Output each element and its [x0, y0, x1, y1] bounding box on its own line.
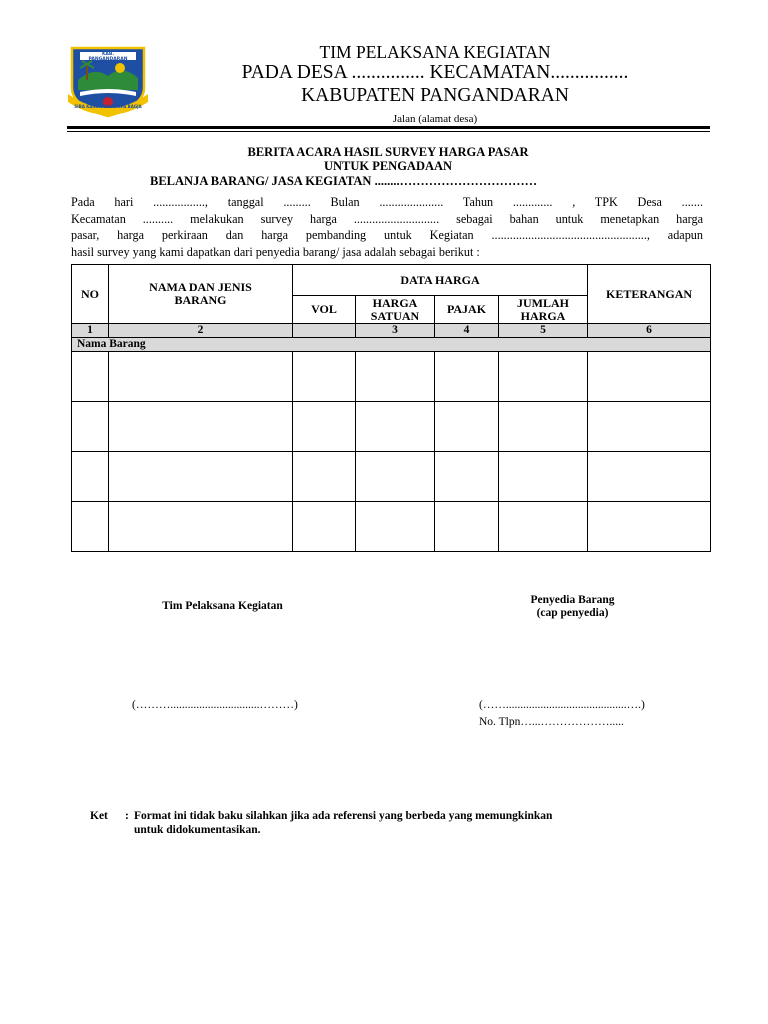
header-unit-price [356, 296, 435, 324]
header-line-2: PADA DESA ............... KECAMATAN................ [241, 62, 629, 83]
header-rule-thick [67, 126, 710, 129]
header-address: Jalan (alamat desa) [392, 113, 478, 125]
note-label: Ket [90, 810, 108, 822]
table-cell[interactable] [72, 352, 109, 402]
table-row [72, 402, 711, 452]
table-cell[interactable] [499, 452, 588, 502]
table-cell[interactable] [435, 502, 499, 552]
paragraph-line: hasil survey yang kami dapatkan dari penyedia barang/ jasa adalah sebagai berikut : [71, 244, 480, 259]
header-price-data: DATA HARGA [293, 265, 588, 296]
table-cell[interactable] [293, 402, 356, 452]
table-cell[interactable] [435, 452, 499, 502]
note-line-2: untuk didokumentasikan. [134, 824, 261, 836]
header-no: NO [72, 265, 109, 324]
signature-right-subtitle: (cap penyedia) [536, 607, 609, 619]
signature-left-line: (………...............................………) [132, 699, 298, 711]
table-cell[interactable] [109, 502, 293, 552]
header-tax: PAJAK [435, 296, 499, 324]
table-cell[interactable] [293, 502, 356, 552]
header-total-price-text: JUMLAH HARGA [517, 295, 570, 323]
signature-left-title: Tim Pelaksana Kegiatan [162, 600, 283, 612]
table-cell[interactable] [72, 452, 109, 502]
note-line-1: Format ini tidak baku silahkan jika ada referensi yang berbeda yang memungkinkan [134, 810, 553, 822]
section-label: Nama Barang [72, 338, 711, 352]
table-cell[interactable] [588, 352, 711, 402]
phone-number-field: No. Tlpn…...………………..... [479, 716, 624, 728]
column-number [293, 324, 356, 338]
header-line-3: KABUPATEN PANGANDARAN [301, 85, 569, 106]
table-cell[interactable] [588, 502, 711, 552]
logo-text-bottom: SIBA KANDA WANDAPA BAGJA [74, 104, 142, 109]
table-cell[interactable] [109, 352, 293, 402]
table-cell[interactable] [109, 402, 293, 452]
note-colon: : [125, 810, 129, 822]
header-notes: KETERANGAN [588, 265, 711, 324]
column-number-row [72, 324, 711, 338]
table-row [72, 352, 711, 402]
document-title-line-3: BELANJA BARANG/ JASA KEGIATAN ........…………………………… [150, 174, 538, 188]
header-rule-thin [67, 131, 710, 132]
table-cell[interactable] [499, 352, 588, 402]
table-cell[interactable] [435, 352, 499, 402]
table-cell[interactable] [588, 402, 711, 452]
document-title-line-1: BERITA ACARA HASIL SURVEY HARGA PASAR [247, 145, 529, 159]
table-cell[interactable] [293, 452, 356, 502]
table-cell[interactable] [356, 502, 435, 552]
table-cell[interactable] [356, 352, 435, 402]
header-vol: VOL [293, 296, 356, 324]
table-cell[interactable] [499, 502, 588, 552]
document-title-line-2: UNTUK PENGADAAN [323, 159, 453, 173]
table-cell[interactable] [72, 502, 109, 552]
header-line-1: TIM PELAKSANA KEGIATAN [319, 42, 551, 62]
column-number: 1 [72, 324, 109, 338]
regency-logo [66, 44, 150, 120]
paragraph-line: Pada hari ................., tanggal ......... Bulan ..................... Tahun ............. , TPK Desa ....... [71, 195, 703, 209]
signature-right-title: Penyedia Barang [530, 594, 615, 606]
table-cell[interactable] [435, 402, 499, 452]
header-item-name [109, 265, 293, 324]
table-cell[interactable] [499, 402, 588, 452]
section-row [72, 338, 711, 352]
signature-right-line: (……..........................................….) [479, 699, 645, 711]
column-number: 4 [435, 324, 499, 338]
column-number: 2 [109, 324, 293, 338]
intro-paragraph [71, 194, 703, 260]
table-cell[interactable] [293, 352, 356, 402]
column-number: 6 [588, 324, 711, 338]
header-total-price [499, 296, 588, 324]
column-number: 3 [356, 324, 435, 338]
paragraph-line: pasar, harga perkiraan dan harga pembanding untuk Kegiatan ..................................................., adapun [71, 228, 703, 242]
table-cell[interactable] [109, 452, 293, 502]
table-cell[interactable] [356, 452, 435, 502]
paragraph-line: Kecamatan .......... melakukan survey harga ............................ sebagai bahan untuk menetapkan harga [71, 211, 703, 226]
table-cell[interactable] [588, 452, 711, 502]
logo-text-top: KAB. PANGANDARAN [88, 52, 128, 62]
price-survey-table [71, 264, 711, 552]
table-cell[interactable] [356, 402, 435, 452]
column-number: 5 [499, 324, 588, 338]
header-item-name-text: NAMA DAN JENIS BARANG [149, 280, 252, 307]
header-unit-price-text: HARGA SATUAN [370, 295, 420, 323]
table-row [72, 502, 711, 552]
table-cell[interactable] [72, 402, 109, 452]
table-row [72, 452, 711, 502]
